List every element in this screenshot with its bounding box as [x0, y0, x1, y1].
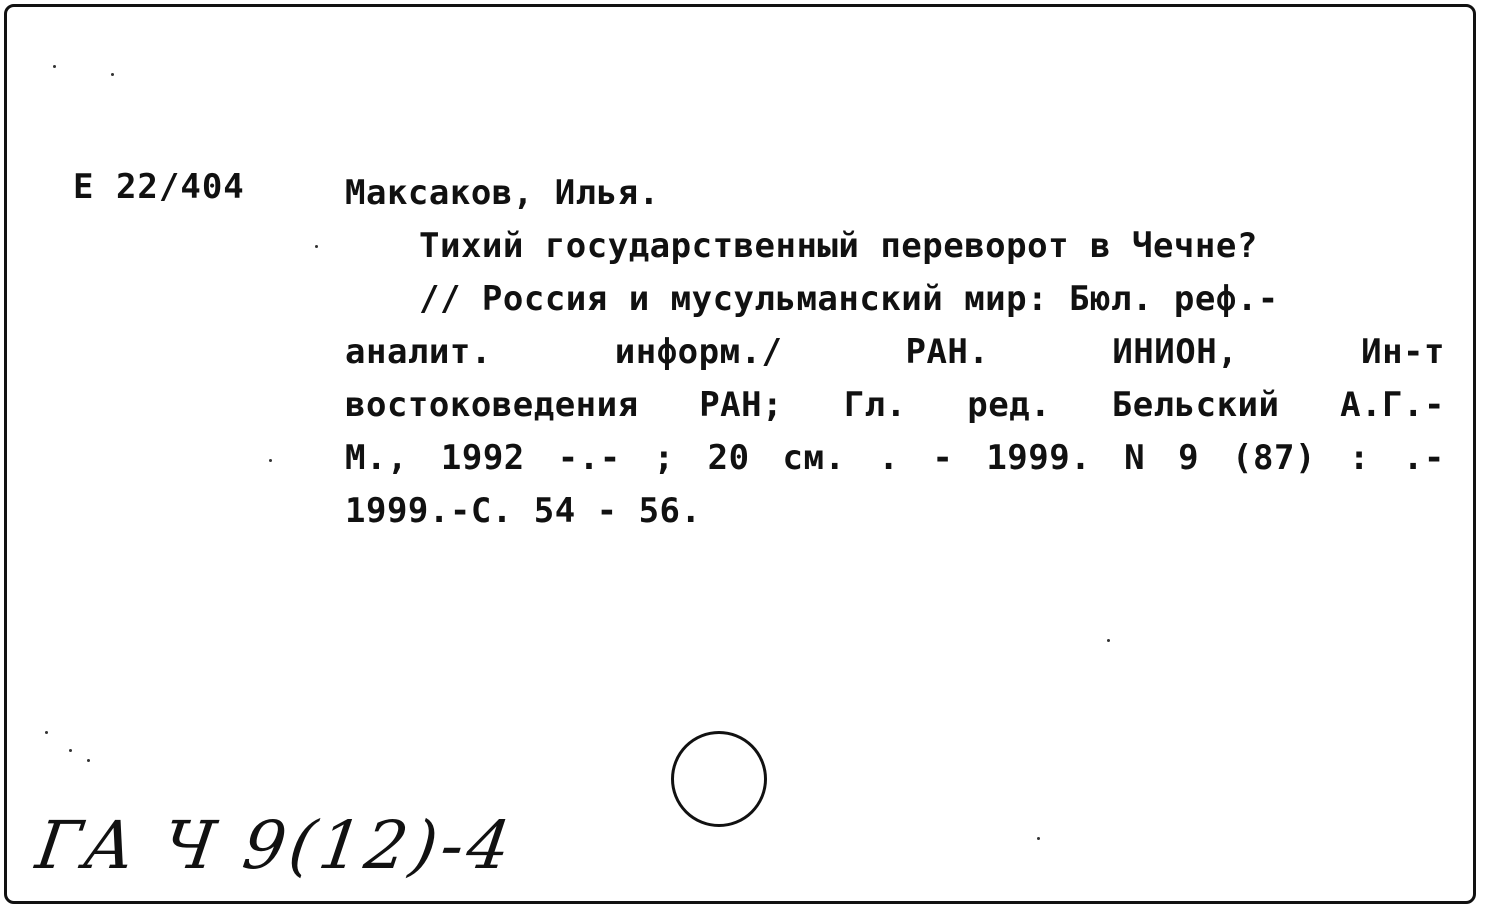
catalog-card [4, 4, 1476, 904]
word: РАН; [699, 385, 784, 425]
scan-speck [111, 73, 114, 76]
publisher-line [345, 326, 1445, 379]
word: ИНИОН, [1112, 332, 1239, 372]
bibliographic-entry [345, 167, 1455, 538]
word: информ./ [614, 332, 783, 372]
word: .- [1402, 438, 1445, 478]
pages-line: 1999.-С. 54 - 56. [345, 491, 702, 531]
word: 1999. [986, 438, 1092, 478]
scan-speck [87, 759, 90, 762]
word: Ин-т [1361, 332, 1445, 372]
word: аналит. [345, 332, 492, 372]
word: Гл. [843, 385, 907, 425]
word: : [1348, 438, 1370, 478]
word: Бельский [1111, 385, 1280, 425]
scan-speck [53, 65, 56, 68]
title-line: Тихий государственный переворот в Чечне? [419, 226, 1258, 266]
word: N [1124, 438, 1146, 478]
scan-speck [1037, 837, 1040, 840]
shelfmark: Е 22/404 [73, 167, 245, 207]
series-line: // Россия и мусульманский мир: Бюл. реф.- [419, 279, 1279, 319]
scan-speck [269, 459, 272, 462]
punch-hole [671, 731, 767, 827]
word: востоковедения [345, 385, 639, 425]
editor-line [345, 379, 1445, 432]
author-line: Максаков, Илья. [345, 173, 660, 213]
scan-speck [69, 749, 72, 752]
word: А.Г.- [1340, 385, 1445, 425]
word: 20 [707, 438, 750, 478]
scan-speck [45, 731, 48, 734]
word: РАН. [905, 332, 990, 372]
handwritten-classification-code: ГА Ч 9(12)-4 [31, 807, 519, 884]
word: см. [782, 438, 846, 478]
imprint-line [345, 432, 1445, 485]
word: -.- [557, 438, 621, 478]
word: . [878, 438, 900, 478]
scan-speck [315, 245, 318, 248]
word: 9 [1178, 438, 1200, 478]
word: 1992 [440, 438, 525, 478]
word: ; [653, 438, 675, 478]
word: М., [345, 438, 408, 478]
word: - [932, 438, 954, 478]
scan-speck [1107, 639, 1110, 642]
word: ред. [967, 385, 1052, 425]
word: (87) [1232, 438, 1316, 478]
